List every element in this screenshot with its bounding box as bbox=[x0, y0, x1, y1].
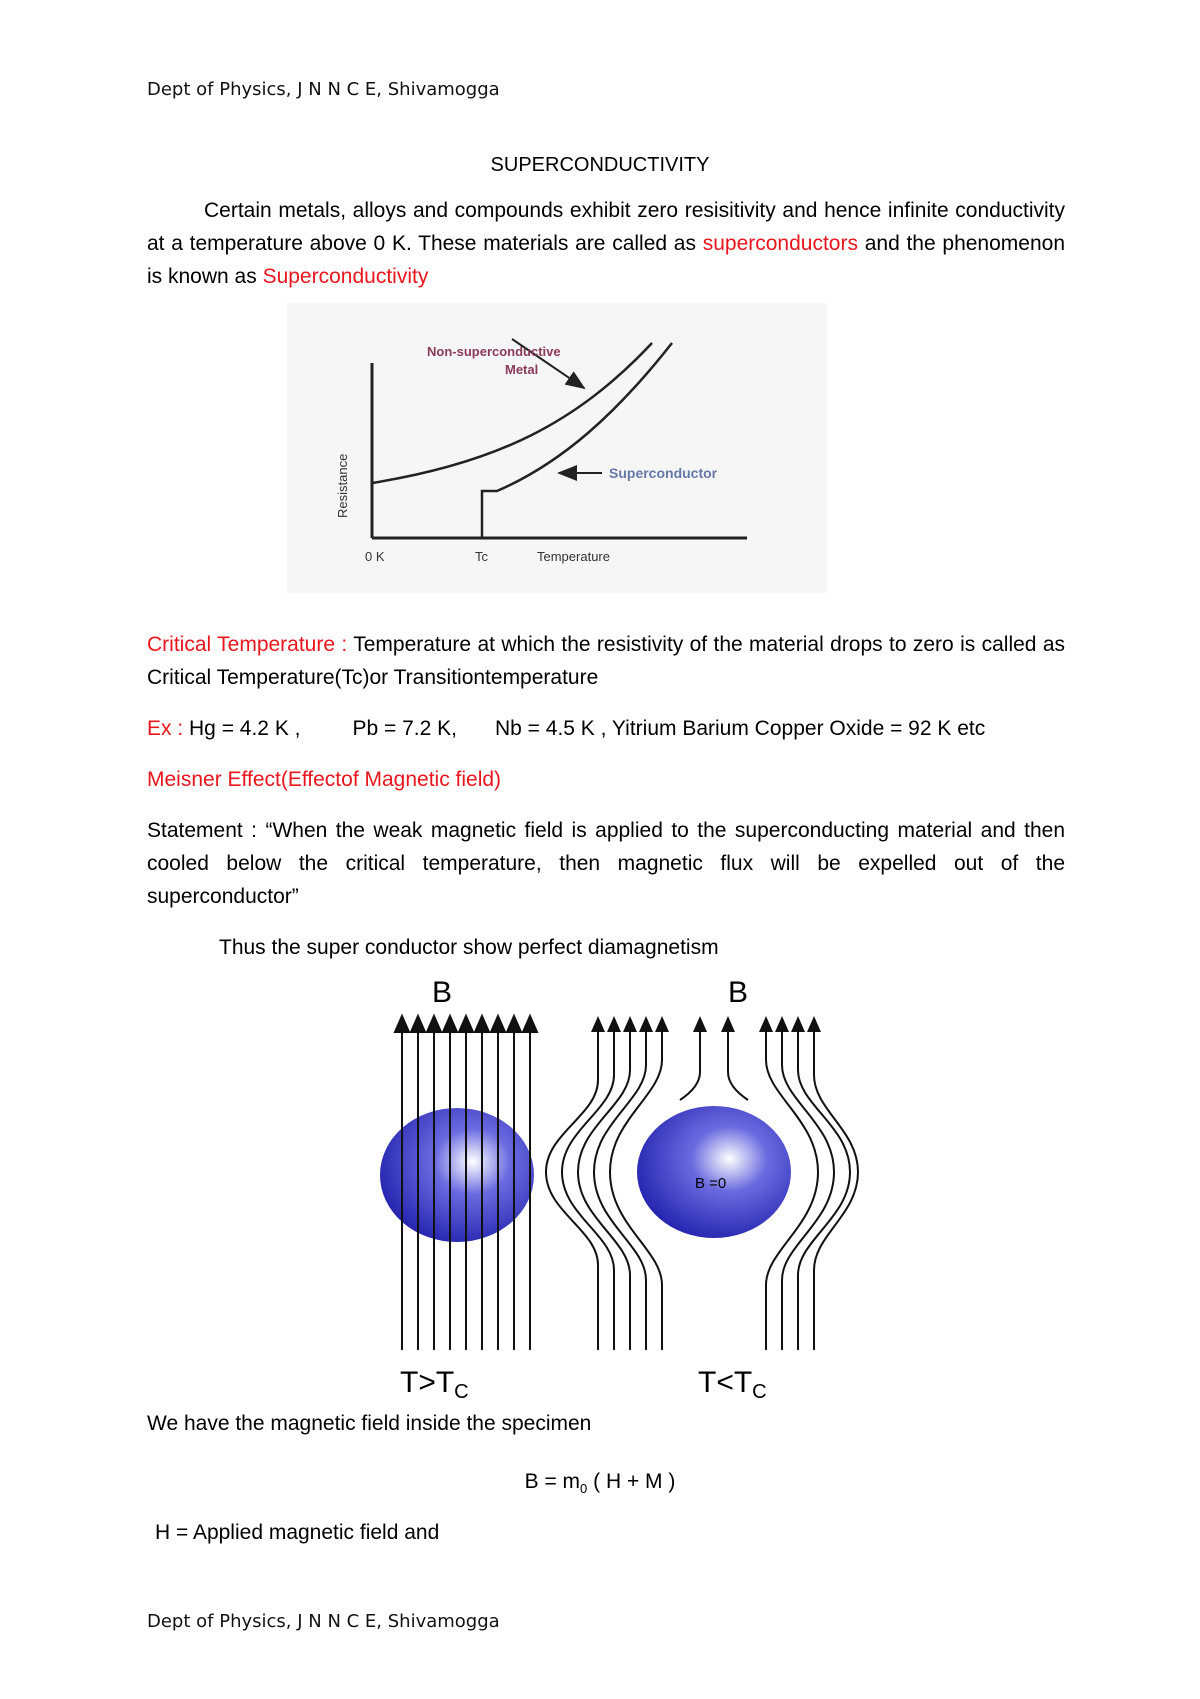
meissner-statement: Statement : “When the weak magnetic field is applied to the superconducting material and then cooled below the critical temperature, then magnetic flux will be expelled out of the superconductor” bbox=[147, 819, 1065, 908]
normal-state-diagram bbox=[380, 976, 537, 1400]
example-nb-ybco: Nb = 4.5 K , Yitrium Barium Copper Oxide = 92 K etc bbox=[495, 717, 986, 740]
superconducting-sphere bbox=[637, 1106, 791, 1238]
superconductor-curve-label: Superconductor bbox=[609, 465, 718, 481]
magnetic-field-equation: $B = m_0$ ( H + M ) bbox=[524, 1470, 676, 1497]
critical-temperature-text: Temperature at which the resistivity of the material drops to zero is called as Critical Temperature(Tc)or Transitiontemperature bbox=[147, 633, 1065, 689]
meissner-effect-diagram bbox=[380, 960, 860, 1400]
example-hg: Hg = 4.2 K , bbox=[189, 717, 301, 740]
example-pb: Pb = 7.2 K, bbox=[352, 717, 457, 740]
right-condition-label: $T<T_C$ bbox=[698, 1366, 767, 1400]
h-definition-line: H = Applied magnetic field and bbox=[155, 1521, 440, 1544]
critical-temperature-paragraph bbox=[147, 628, 1065, 694]
intro-paragraph bbox=[147, 194, 1065, 293]
critical-temperature-label: Critical Temperature : bbox=[147, 633, 354, 656]
x-tick-tc: Tc bbox=[475, 549, 488, 564]
examples-line bbox=[147, 712, 1065, 745]
left-field-label: B bbox=[432, 976, 453, 1009]
expelled-field-arrowheads bbox=[591, 1016, 821, 1032]
metal-curve-label-line1: Non-superconductive bbox=[427, 344, 561, 359]
normal-state-sphere bbox=[380, 1108, 534, 1242]
field-inside-line: We have the magnetic field inside the specimen bbox=[147, 1412, 592, 1435]
x-axis-label: Temperature bbox=[537, 549, 610, 564]
page-header: Dept of Physics, J N N C E, Shivamogga bbox=[147, 79, 500, 100]
x-tick-0k: 0 K bbox=[365, 549, 385, 564]
y-axis-label: Resistance bbox=[335, 453, 350, 518]
right-field-label: B bbox=[728, 976, 749, 1009]
diamagnetism-line: Thus the super conductor show perfect diamagnetism bbox=[219, 936, 719, 959]
superconducting-state-diagram bbox=[546, 976, 858, 1400]
term-superconductivity: Superconductivity bbox=[262, 265, 429, 288]
meissner-heading: Meisner Effect(Effectof Magnetic field) bbox=[147, 768, 502, 791]
page-footer: Dept of Physics, J N N C E, Shivamogga bbox=[147, 1611, 500, 1632]
intro-text-1: Certain metals, alloys and compounds exhibit zero resisitivity and hence infinite conductivity at a temperature above 0 K. These materials are called as bbox=[147, 199, 1065, 255]
left-condition-label: $T>T_C$ bbox=[400, 1366, 469, 1400]
term-superconductors: superconductors bbox=[702, 232, 858, 255]
inside-field-label: B =0 bbox=[695, 1175, 727, 1192]
metal-curve-label-line2: Metal bbox=[505, 362, 539, 377]
resistance-temperature-graph bbox=[287, 303, 827, 593]
examples-label: Ex : bbox=[147, 717, 190, 740]
intro-text-2: and the phenomenon is known as bbox=[147, 232, 1065, 288]
page-title: SUPERCONDUCTIVITY bbox=[490, 154, 710, 176]
